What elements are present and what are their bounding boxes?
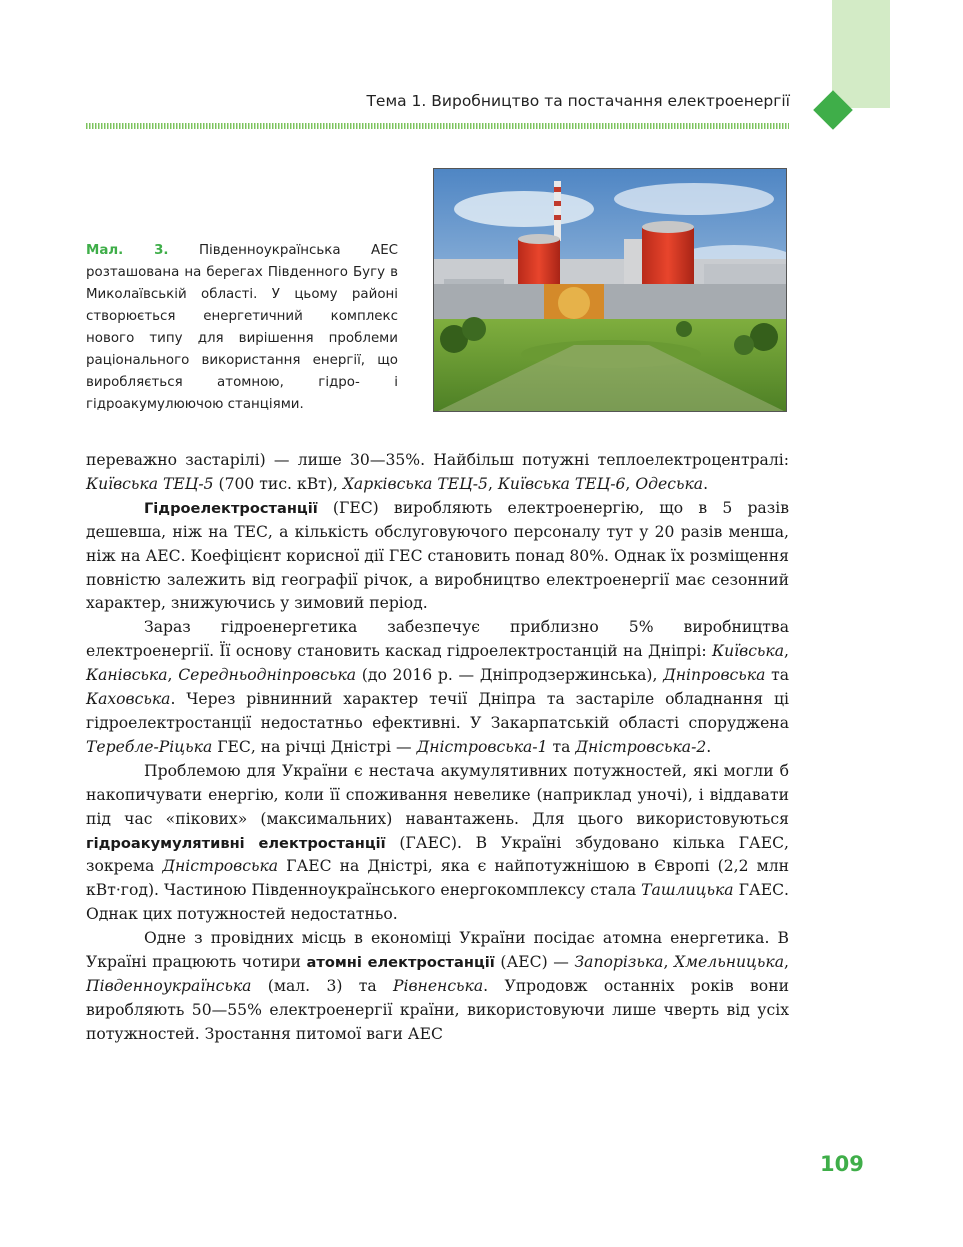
bold-term: Гідроелектростанції <box>144 499 318 517</box>
paragraph-3 <box>86 616 789 759</box>
header-dotted-rule <box>86 123 789 129</box>
text-run: та <box>765 666 789 685</box>
italic-run: Рівненська <box>393 976 484 995</box>
text-run: . <box>703 474 709 493</box>
power-plant-photo <box>434 169 787 412</box>
text-run: . Упродовж останніх років вони виробляють 50—55% електроенергії країни, використовуючи лише чверть від усіх потужностей. Зростання питомої ваги АЕС <box>86 976 789 1043</box>
italic-run: Дністровська-2 <box>575 737 707 756</box>
italic-run: Хмельницька <box>674 953 785 972</box>
italic-run: Середньодніпровська <box>178 666 357 685</box>
text-run: , <box>784 953 789 972</box>
running-header: Тема 1. Виробництво та постачання електроенергії <box>366 92 790 110</box>
text-run: (700 тис. кВт), <box>213 474 343 493</box>
italic-run: Дністровська <box>162 857 279 876</box>
text-run: ГАЕС. Однак цих потужностей недостатньо. <box>86 881 789 924</box>
italic-run: Ташлицька <box>641 881 734 900</box>
text-run: . <box>706 737 712 756</box>
paragraph-4 <box>86 760 789 927</box>
italic-run: Дністровська-1 <box>416 737 548 756</box>
text-run: , <box>625 474 636 493</box>
text-run: (мал. 3) та <box>251 976 393 995</box>
text-run: (АЕС) — <box>494 953 575 972</box>
text-run: (до 2016 р. — Дніпродзержинська), <box>356 666 664 685</box>
text-run: (ГАЕС). В Україні збудовано кілька ГАЕС, зокрема <box>86 833 789 876</box>
main-body-text <box>86 449 789 1047</box>
italic-run: Теребле-Ріцька <box>86 737 213 756</box>
page-number: 109 <box>820 1152 864 1176</box>
italic-run: Одеська <box>635 474 704 493</box>
page-corner-tab <box>832 0 890 108</box>
figure-photo <box>433 168 787 412</box>
text-run: (ГЕС) виробляють електроенергію, що в 5 разів дешевша, ніж на ТЕС, а кількість обслуговуючого персоналу тут у 20 разів менша, ніж на АЕС. Коефіцієнт корисної дії ГЕС становить понад 80%. Однак їх розміщення повністю залежить від географії річок, а виробництво електроенергії має сезонний характер, знижуючись у зимовий період. <box>86 498 789 613</box>
figure-label: Мал. 3. <box>86 243 169 258</box>
text-run: , <box>784 642 789 661</box>
italic-run: Київська ТЕЦ-5 <box>86 474 214 493</box>
text-run: . Через рівнинний характер течії Дніпра та застаріле обладнання ці гідроелектростанції недостатньо ефективні. У Закарпатській області споруджена <box>86 690 789 732</box>
text-run: Проблемою для України є нестача акумулятивних потужностей, які могли б накопичувати енергію, коли її споживання невелике (наприклад уночі), і віддавати під час «пікових» (максимальних) навантажень. Для цього використовуються <box>86 761 789 828</box>
text-run: Одне з провідних місць в економіці України посідає атомна енергетика. В Україні працюють чотири <box>86 929 789 972</box>
text-run: ГЕС, на річці Дністрі — <box>212 737 417 756</box>
italic-run: Каховська <box>86 690 171 709</box>
figure-caption-text: Південноукраїнська АЕС розташована на берегах Південного Бугу в Миколаївській області. У цьому районі створюється енергетичний комплекс нового типу для вирішення проблеми раціонального використання енергії, що виробляється атомною, гідро- і гідроакумулюючою станціями. <box>86 243 399 412</box>
italic-run: Київська ТЕЦ-6 <box>497 474 626 493</box>
italic-run: Південноукраїнська <box>86 976 252 995</box>
text-run: , <box>487 474 498 493</box>
paragraph-2 <box>86 497 789 617</box>
italic-run: Канівська <box>86 666 168 685</box>
italic-run: Київська <box>712 642 785 661</box>
text-run: ГАЕС на Дністрі, яка є найпотужнішою в Європі (2,2 млн кВт·год). Частиною Південноукраїнського енергокомплексу стала <box>86 857 790 900</box>
text-run: , <box>663 953 675 972</box>
italic-run: Харківська ТЕЦ-5 <box>342 474 488 493</box>
text-run: та <box>547 737 576 756</box>
text-run: переважно застарілі) — лише 30—35%. Найбільш потужні теплоелектроцентралі: <box>86 451 789 469</box>
text-run: Зараз гідроенергетика забезпечує приблизно 5% виробництва електроенергії. Її основу становить каскад гідроелектростанцій на Дніпрі: <box>86 618 789 661</box>
bold-term: гідроакумулятивні електростанції <box>86 834 386 852</box>
figure-caption <box>86 240 398 416</box>
italic-run: Дніпровська <box>663 666 766 685</box>
paragraph-5 <box>86 927 789 1047</box>
bold-term: атомні електростанції <box>306 954 495 972</box>
text-run: , <box>167 666 179 685</box>
italic-run: Запорізька <box>574 953 664 972</box>
paragraph-1 <box>86 449 789 497</box>
